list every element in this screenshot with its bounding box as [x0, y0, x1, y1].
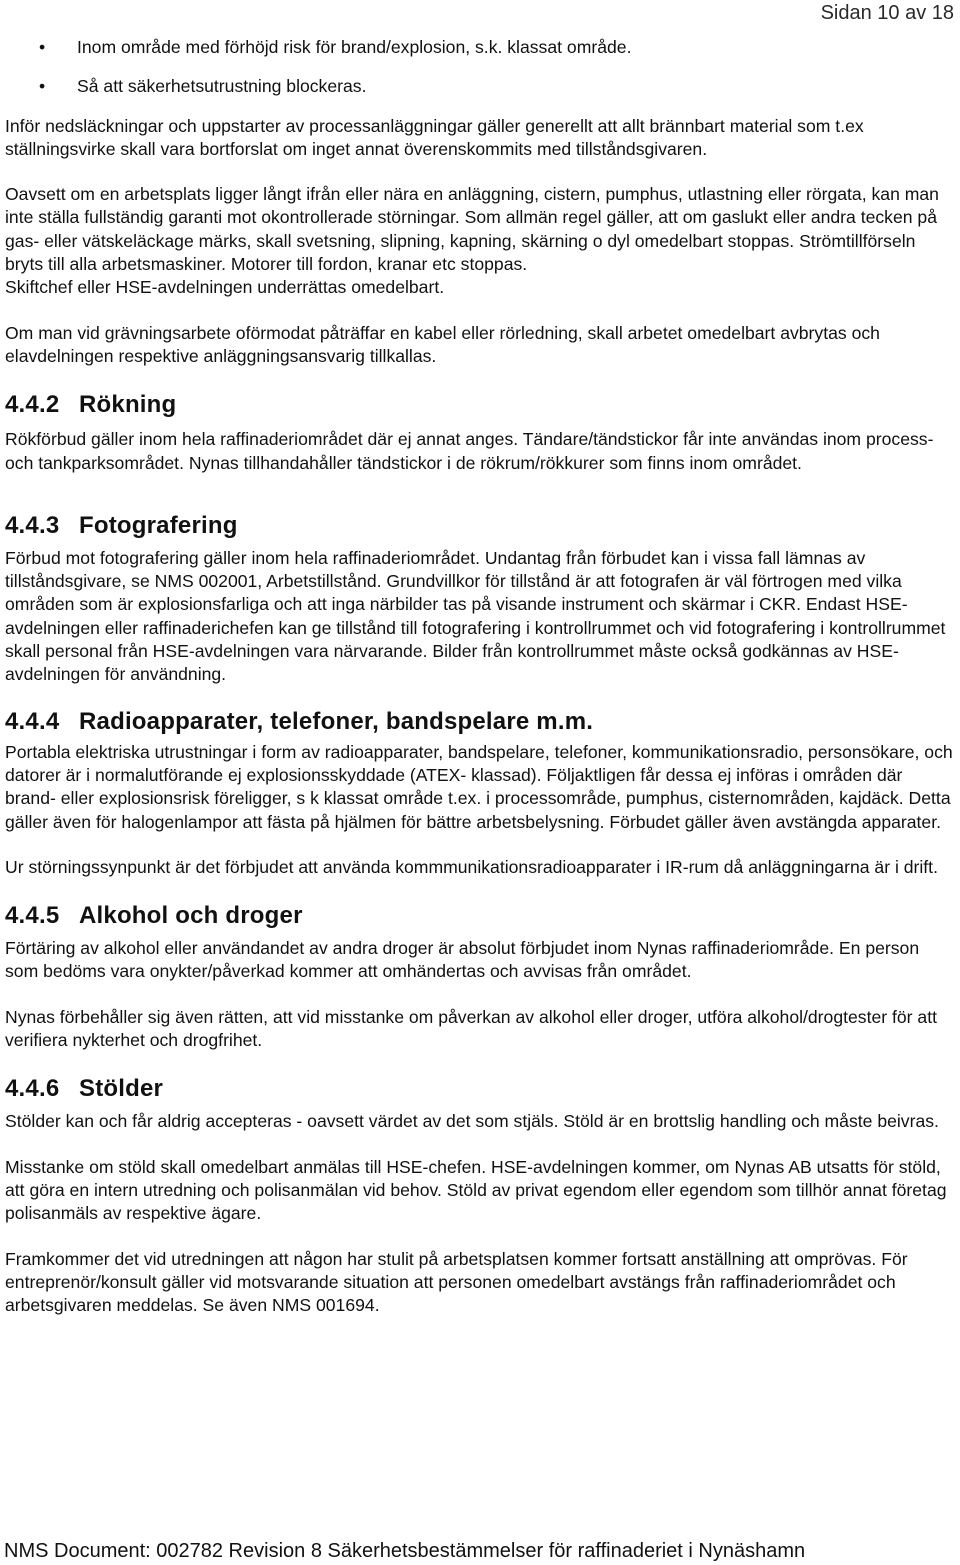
bullet-dot-icon: •: [39, 37, 46, 57]
section-heading-radioapparater: [5, 707, 955, 737]
bullet-dot-icon: •: [39, 76, 46, 97]
section-number: 4.4.2: [5, 391, 60, 419]
paragraph-rokning: Rökförbud gäller inom hela raffinaderiområdet där ej annat anges. Tändare/tändstickor får inte användas inom process- och tankparksområdet. Nynas tillhandahåller tändstickor i de rökrum/rökkurer som finns inom området.: [5, 429, 934, 473]
paragraph-alkohol-1: Förtäring av alkohol eller användandet av andra droger är absolut förbjudet inom Nynas raffinaderiområde. En person som bedöms vara onykter/påverkad kommer att omhändertas och avvisas från området.: [5, 938, 920, 982]
section-number: 4.4.5: [5, 902, 60, 930]
paragraph-intro-1: Inför nedsläckningar och uppstarter av processanläggningar gäller generellt att allt brännbart material som t.ex ställningsvirke skall vara bortforslat om inget annat överenskommits med tillståndsgivaren.: [5, 115, 864, 159]
paragraph-intro-3: Skiftchef eller HSE-avdelningen underrättas omedelbart.: [5, 277, 445, 298]
bullet-item: [5, 75, 955, 98]
section-number: 4.4.3: [5, 511, 60, 539]
paragraph-radioapparater-2: Ur störningssynpunkt är det förbjudet att använda kommmunikationsradioapparater i IR-rum då anläggningarna är i drift.: [5, 856, 938, 877]
paragraph-alkohol-2: Nynas förbehåller sig även rätten, att vid misstanke om påverkan av alkohol eller droger, utföra alkohol/drogtester för att verifiera nykterhet och drogfrihet.: [5, 1006, 937, 1051]
bullet-text: Inom område med förhöjd risk för brand/explosion, s.k. klassat område.: [77, 37, 632, 57]
document-body: [5, 36, 955, 1317]
section-heading-rokning: [5, 390, 955, 420]
paragraph-stolder-3: Framkommer det vid utredningen att någon har stulit på arbetsplatsen kommer fortsatt anställning att omprövas. För entreprenör/konsult gäller vid motsvarande situation att personen omedelbart avstängs från raffinaderiområdet och arbetsgivaren meddelas. Se även NMS 001694.: [5, 1248, 908, 1316]
paragraph-fotografering: Förbud mot fotografering gäller inom hela raffinaderiområdet. Undantag från förbudet kan i vissa fall lämnas av tillståndsgivare, se NMS 002001, Arbetstillstånd. Grundvillkor för tillstånd är att fotografen är väl förtrogen med vilka områden som är explosionsfarliga och att inga närbilder tas på visande instrument och skärmar i CKR. Endast HSE-avdelningen eller raffinaderichefen kan ge tillstånd till fotografering i kontrollrummet och vid fotografering i kontrollrummet skall personal från HSE-avdelningen vara närvarande. Bilder från kontrollrummet måste också godkännas av HSE-avdelningen för användning.: [5, 547, 946, 685]
section-number: 4.4.6: [5, 1075, 60, 1103]
section-title: Fotografering: [79, 511, 238, 539]
section-title: Alkohol och droger: [79, 902, 303, 930]
section-title: Rökning: [79, 391, 177, 419]
section-heading-alkohol: [5, 901, 955, 931]
section-heading-stolder: [5, 1074, 955, 1104]
paragraph-stolder-2: Misstanke om stöld skall omedelbart anmälas till HSE-chefen. HSE-avdelningen kommer, om Nynas AB utsatts för stöld, att göra en intern utredning och polisanmälan vid behov. Stöld av privat egendom eller egendom som tillhör annat företag polisanmäls av respektive ägare.: [5, 1156, 947, 1224]
bullet-text: Så att säkerhetsutrustning blockeras.: [77, 76, 367, 97]
paragraph-intro-2: Oavsett om en arbetsplats ligger långt ifrån eller nära en anläggning, cistern, pumphus, utlastning eller rörgata, kan man inte ställa fullständig garanti mot okontrollerade störningar. Som allmän regel gäller, att om gaslukt eller andra tecken på gas- eller vätskeläckage märks, skall svetsning, slipning, kapning, skärning o dyl omedelbart stoppas. Strömtillförseln bryts till alla arbetsmaskiner. Motorer till fordon, kranar etc stoppas.: [5, 184, 939, 275]
section-title: Radioapparater, telefoner, bandspelare m.m.: [79, 707, 594, 735]
section-title: Stölder: [79, 1075, 164, 1103]
bullet-item: [5, 36, 955, 59]
section-number: 4.4.4: [5, 707, 60, 735]
paragraph-intro-4: Om man vid grävningsarbete oförmodat påträffar en kabel eller rörledning, skall arbetet omedelbart avbrytas och elavdelningen respektive anläggningsansvarig tillkallas.: [5, 322, 880, 366]
section-heading-fotografering: [5, 511, 955, 541]
bullet-list: [5, 36, 955, 99]
page-number: Sidan 10 av 18: [820, 2, 954, 24]
paragraph-radioapparater-1: Portabla elektriska utrustningar i form av radioapparater, bandspelare, telefoner, kommunikationsradio, personsökare, och datorer är i normalutförande ej explosionsskyddade (ATEX- klassad). Följaktligen får dessa ej införas i områden där brand- eller explosionsrisk föreligger, s k klassat område t.ex. i processområde, pumphus, cisternområden, kajdäck. Detta gäller även för halogenlampor att fästa på hjälmen för bättre arbetsbelysning. Förbudet gäller även avstängda apparater.: [5, 741, 953, 832]
document-footer: NMS Document: 002782 Revision 8 Säkerhetsbestämmelser för raffinaderiet i Nynäshamn: [4, 1540, 806, 1562]
paragraph-stolder-1: Stölder kan och får aldrig accepteras - oavsett värdet av det som stjäls. Stöld är en brottslig handling och måste beivras.: [5, 1111, 939, 1132]
